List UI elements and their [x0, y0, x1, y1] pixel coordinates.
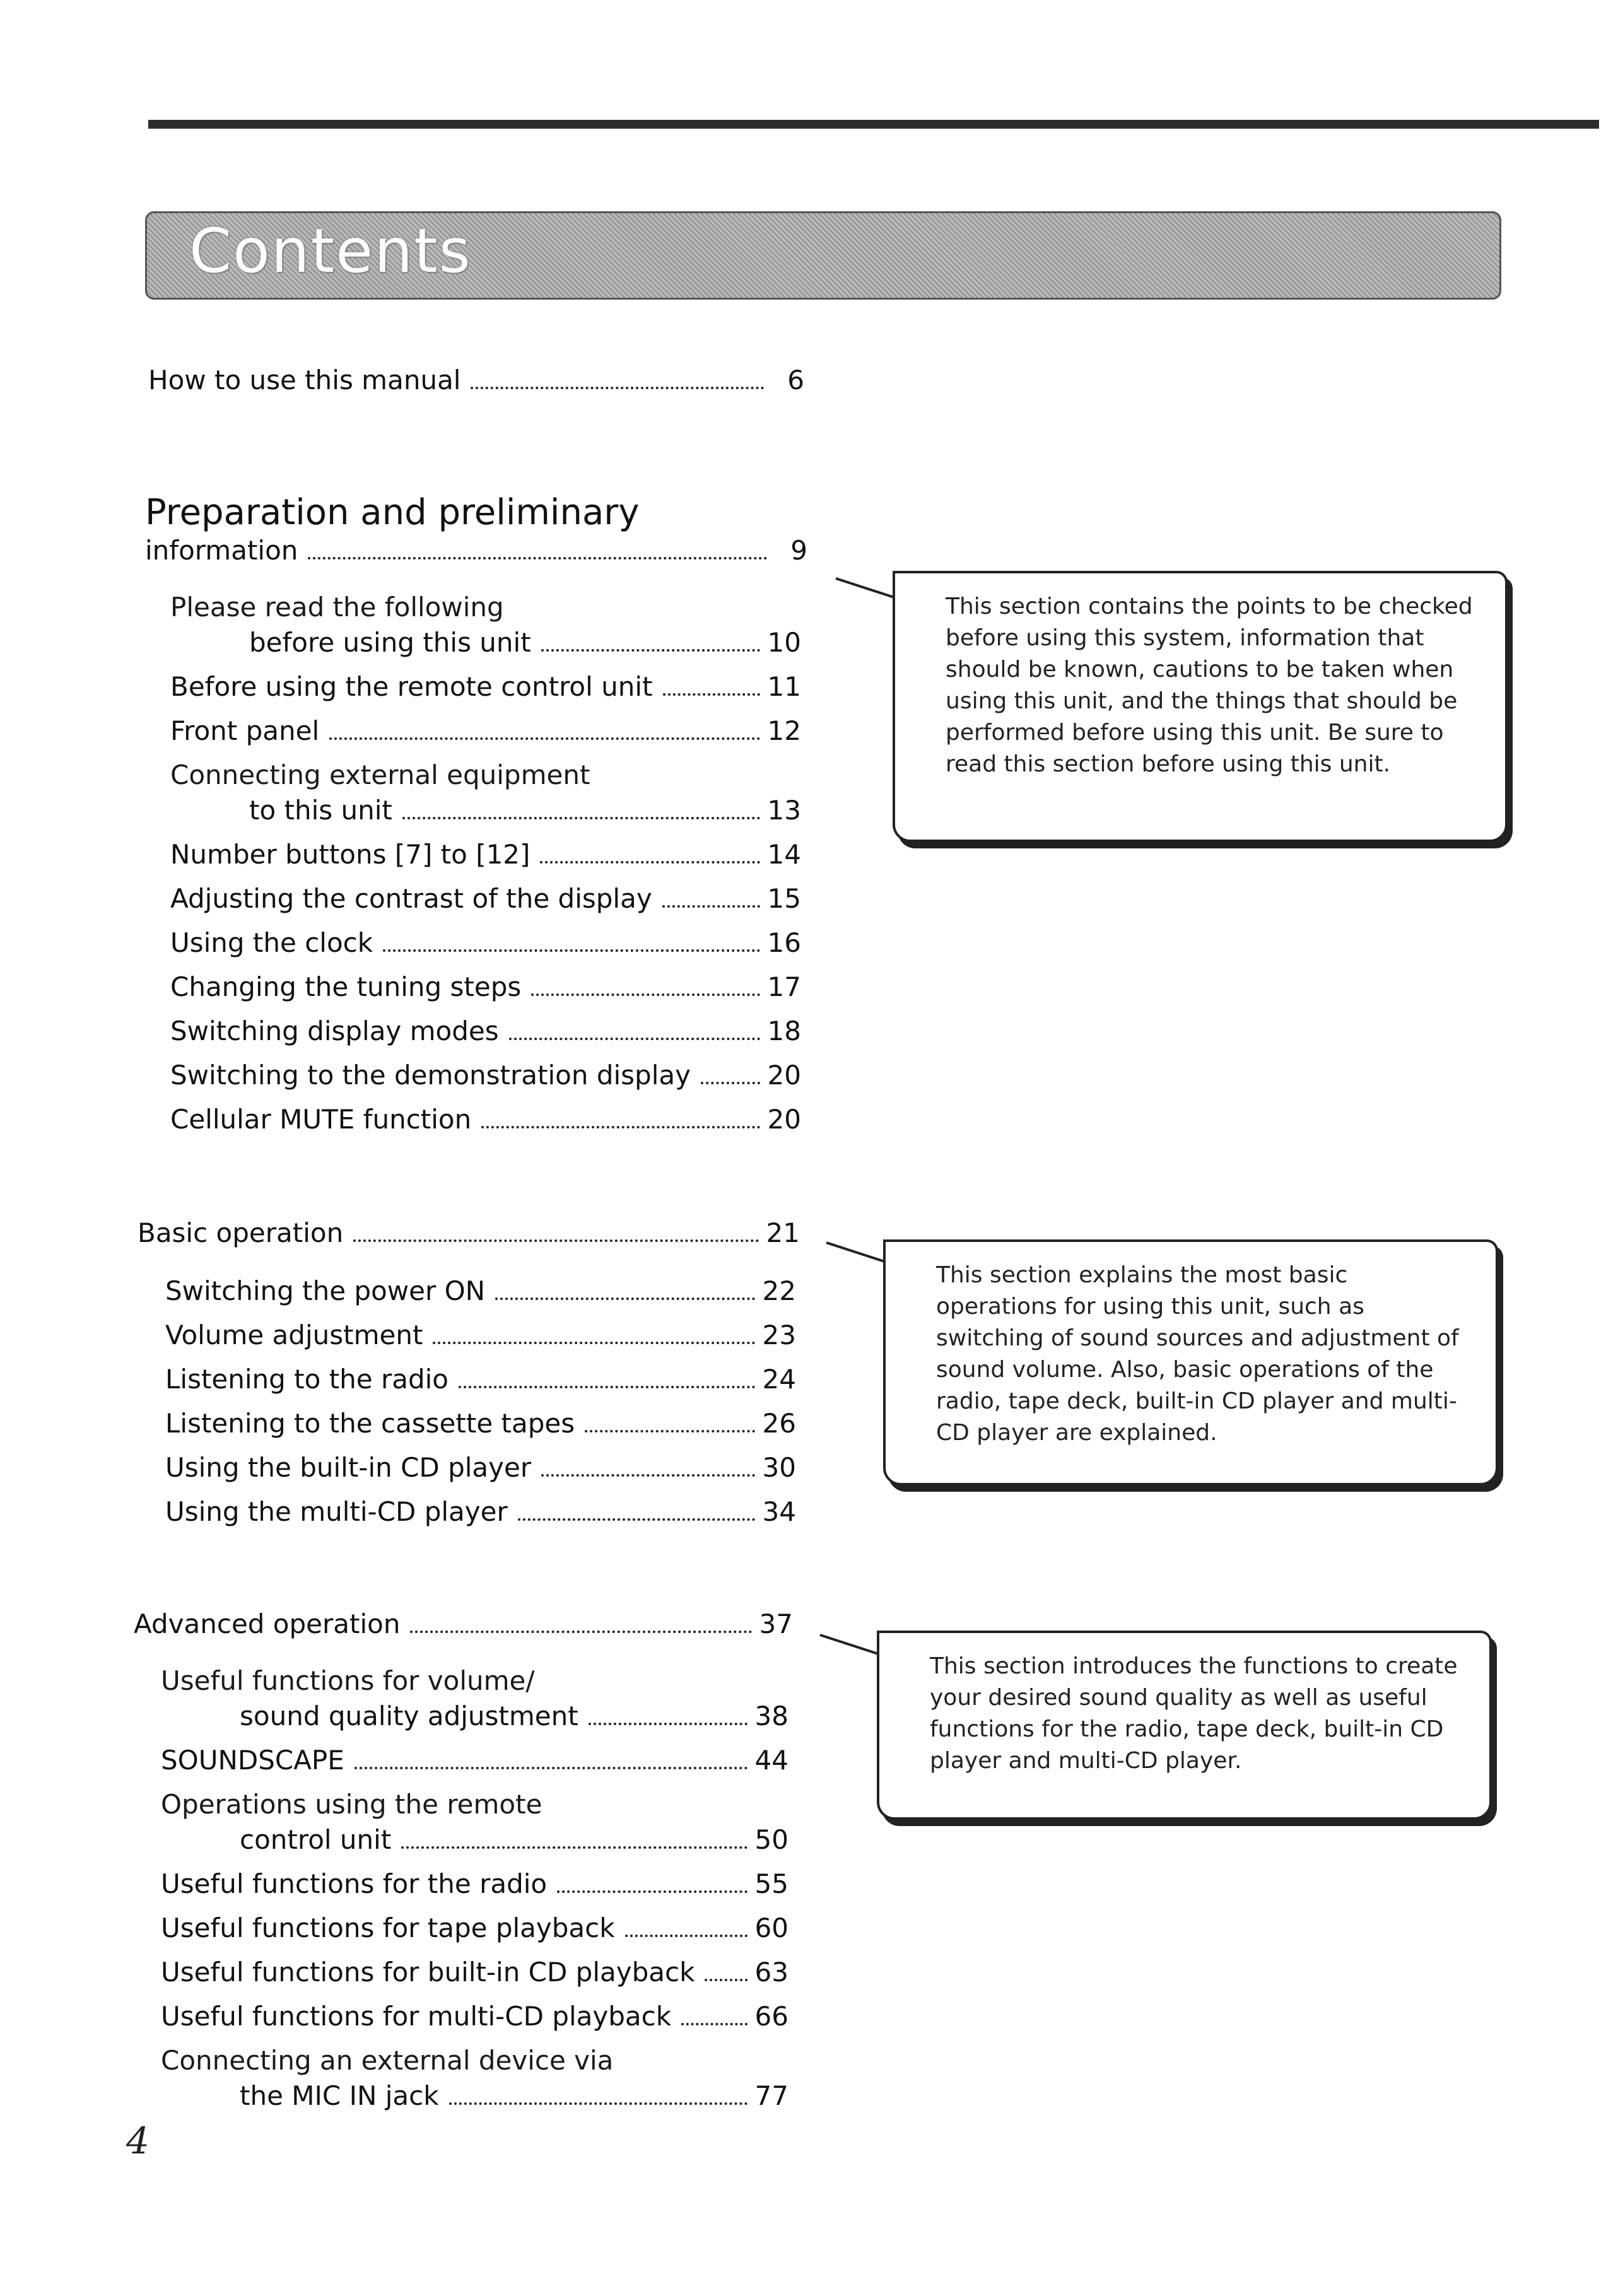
callout-text: This section explains the most basic operations for using this unit, such as switching of sound sources and adjustment of sound volume. Also, basic operations of the radio, tape deck, built-in CD player and multi-CD player are explained. — [936, 1262, 1459, 1446]
toc-entry-page: 9 — [790, 535, 807, 566]
toc-entry[interactable] — [161, 1701, 788, 1745]
toc-entry-label: Useful functions for tape playback — [161, 1912, 615, 1943]
leader-dots — [401, 1846, 747, 1849]
toc-entry[interactable] — [165, 1320, 796, 1364]
toc-entry-label: Switching display modes — [170, 1016, 499, 1046]
toc-entry[interactable] — [170, 671, 801, 715]
toc-entry-page: 6 — [787, 365, 804, 395]
page-title: Contents — [189, 216, 472, 286]
toc-entry-label: Basic operation — [138, 1217, 344, 1248]
toc-entry-label: Listening to the radio — [165, 1364, 448, 1395]
page-number: 4 — [126, 2119, 149, 2162]
toc-entry[interactable] — [161, 2080, 788, 2124]
toc-entry[interactable] — [170, 1060, 801, 1104]
callout-text: This section introduces the functions to create your desired sound quality as well as useful functions for the radio, tape deck, built-in CD player and multi-CD player. — [930, 1653, 1458, 1774]
toc-entry-label: Useful functions for built-in CD playback — [161, 1957, 695, 1988]
toc-entry-page: 12 — [767, 715, 801, 746]
toc-entry-page: 55 — [754, 1868, 788, 1899]
leader-dots — [589, 1723, 747, 1725]
leader-dots — [383, 949, 759, 952]
toc-entry[interactable] — [170, 1104, 801, 1148]
toc-entry-label: Volume adjustment — [165, 1320, 423, 1350]
leader-dots — [701, 1082, 760, 1084]
toc-entry-label: Using the multi-CD player — [165, 1496, 508, 1527]
toc-entry-page: 22 — [762, 1275, 796, 1306]
toc-entry-page: 60 — [754, 1912, 788, 1943]
toc-entry-page: 15 — [767, 883, 801, 914]
toc-entry-label: before using this unit — [249, 627, 531, 658]
toc-entry-how-to-use[interactable] — [148, 365, 804, 395]
toc-entry-page: 20 — [767, 1104, 801, 1135]
leader-dots — [705, 1979, 747, 1981]
toc-entry-page: 37 — [759, 1608, 793, 1639]
toc-entry-label: Please read the following — [170, 592, 504, 623]
toc-entry-advanced-operation[interactable] — [134, 1608, 793, 1639]
leader-dots — [509, 1038, 760, 1040]
toc-entry-label: SOUNDSCAPE — [161, 1745, 344, 1776]
toc-entry-page: 26 — [762, 1408, 796, 1439]
leader-dots — [541, 649, 760, 652]
leader-dots — [481, 1126, 759, 1128]
toc-entry-page: 63 — [754, 1957, 788, 1988]
toc-entry-page: 50 — [754, 1824, 788, 1855]
toc-entry-page: 10 — [767, 627, 801, 658]
section-title-preparation: Preparation and preliminary — [145, 492, 640, 533]
leader-dots — [449, 2102, 747, 2105]
callout-text: This section contains the points to be checked before using this system, information that should be known, cautions to be taken when using this unit, and the things that should be performed before using this unit. Be sure to read this section before using this unit. — [946, 594, 1473, 777]
toc-entry[interactable] — [170, 795, 801, 839]
toc-entry-label: Number buttons [7] to [12] — [170, 839, 531, 870]
toc-entry-page: 66 — [754, 2001, 788, 2032]
toc-entry-label: the MIC IN jack — [240, 2080, 439, 2111]
preparation-list — [170, 592, 801, 1148]
toc-entry-label: Switching the power ON — [165, 1275, 486, 1306]
leader-dots — [433, 1342, 754, 1344]
toc-entry[interactable] — [170, 839, 801, 883]
toc-entry-page: 20 — [767, 1060, 801, 1091]
toc-entry[interactable] — [165, 1408, 796, 1452]
toc-entry-page: 13 — [767, 795, 801, 826]
toc-entry-page: 18 — [767, 1016, 801, 1046]
leader-dots — [518, 1518, 755, 1521]
toc-entry[interactable] — [161, 1868, 788, 1912]
top-rule — [148, 120, 1599, 129]
leader-dots — [353, 1239, 758, 1242]
toc-entry[interactable] — [170, 927, 801, 971]
leader-dots — [471, 387, 764, 389]
toc-entry-label: Connecting external equipment — [170, 759, 590, 790]
toc-entry[interactable] — [161, 2001, 788, 2045]
toc-entry[interactable] — [165, 1364, 796, 1408]
toc-entry-label: Useful functions for the radio — [161, 1868, 548, 1899]
toc-entry-label: How to use this manual — [148, 365, 461, 395]
toc-entry[interactable] — [170, 627, 801, 671]
toc-entry-page: 30 — [762, 1452, 796, 1483]
leader-dots — [402, 817, 760, 819]
toc-entry-label: Connecting an external device via — [161, 2045, 614, 2076]
callout-basic — [883, 1239, 1498, 1485]
toc-entry-page: 24 — [762, 1364, 796, 1395]
toc-entry-page: 16 — [767, 927, 801, 958]
toc-entry-label: Changing the tuning steps — [170, 971, 522, 1002]
toc-entry-page: 14 — [767, 839, 801, 870]
toc-entry-label: to this unit — [249, 795, 392, 826]
toc-entry-label: Useful functions for multi-CD playback — [161, 2001, 672, 2032]
leader-dots — [410, 1631, 751, 1633]
toc-entry[interactable] — [161, 1745, 788, 1789]
toc-entry[interactable] — [170, 1016, 801, 1060]
leader-dots — [541, 1474, 754, 1477]
callout-preparation — [893, 571, 1508, 842]
leader-dots — [308, 557, 767, 559]
leader-dots — [663, 693, 760, 696]
toc-entry[interactable] — [165, 1275, 796, 1320]
basic-list — [165, 1275, 796, 1540]
toc-entry[interactable] — [165, 1496, 796, 1540]
leader-dots — [681, 2023, 747, 2025]
toc-entry-page: 34 — [762, 1496, 796, 1527]
leader-dots — [557, 1890, 747, 1893]
toc-entry-page: 44 — [754, 1745, 788, 1776]
toc-entry[interactable] — [161, 1912, 788, 1957]
toc-entry-label: Operations using the remote — [161, 1789, 542, 1820]
toc-entry-label: Cellular MUTE function — [170, 1104, 472, 1135]
toc-entry-label: Adjusting the contrast of the display — [170, 883, 652, 914]
toc-entry-label: Using the built-in CD player — [165, 1452, 532, 1483]
toc-entry[interactable] — [170, 971, 801, 1016]
toc-entry-page: 77 — [754, 2080, 788, 2111]
leader-dots — [495, 1297, 754, 1300]
toc-entry[interactable] — [170, 883, 801, 927]
toc-entry-label: Useful functions for volume/ — [161, 1665, 535, 1696]
toc-entry-label: Advanced operation — [134, 1608, 401, 1639]
leader-dots — [625, 1935, 747, 1937]
toc-entry[interactable] — [170, 715, 801, 759]
toc-entry[interactable] — [161, 1824, 788, 1868]
leader-dots — [585, 1430, 754, 1432]
toc-entry[interactable] — [161, 1957, 788, 2001]
toc-entry-page: 17 — [767, 971, 801, 1002]
toc-entry-label: information — [145, 535, 298, 566]
toc-entry-page: 21 — [766, 1217, 800, 1248]
leader-dots — [459, 1386, 755, 1388]
leader-dots — [329, 737, 759, 740]
callout-advanced — [877, 1631, 1492, 1820]
toc-entry-label: Switching to the demonstration display — [170, 1060, 691, 1091]
toc-entry-page: 23 — [762, 1320, 796, 1350]
advanced-list — [161, 1665, 788, 2124]
toc-entry-page: 38 — [754, 1701, 788, 1731]
toc-entry[interactable] — [165, 1452, 796, 1496]
toc-entry-page: 11 — [767, 671, 801, 702]
toc-entry-label: control unit — [240, 1824, 392, 1855]
toc-entry-basic-operation[interactable] — [138, 1217, 800, 1248]
toc-entry-preparation[interactable] — [145, 535, 807, 566]
leader-dots — [531, 993, 759, 996]
toc-entry-label: sound quality adjustment — [240, 1701, 578, 1731]
leader-dots — [540, 861, 759, 864]
toc-entry-label: Before using the remote control unit — [170, 671, 653, 702]
toc-entry-label: Listening to the cassette tapes — [165, 1408, 575, 1439]
toc-entry-label: Using the clock — [170, 927, 373, 958]
leader-dots — [662, 905, 760, 908]
leader-dots — [355, 1767, 747, 1769]
toc-entry-label: Front panel — [170, 715, 320, 746]
